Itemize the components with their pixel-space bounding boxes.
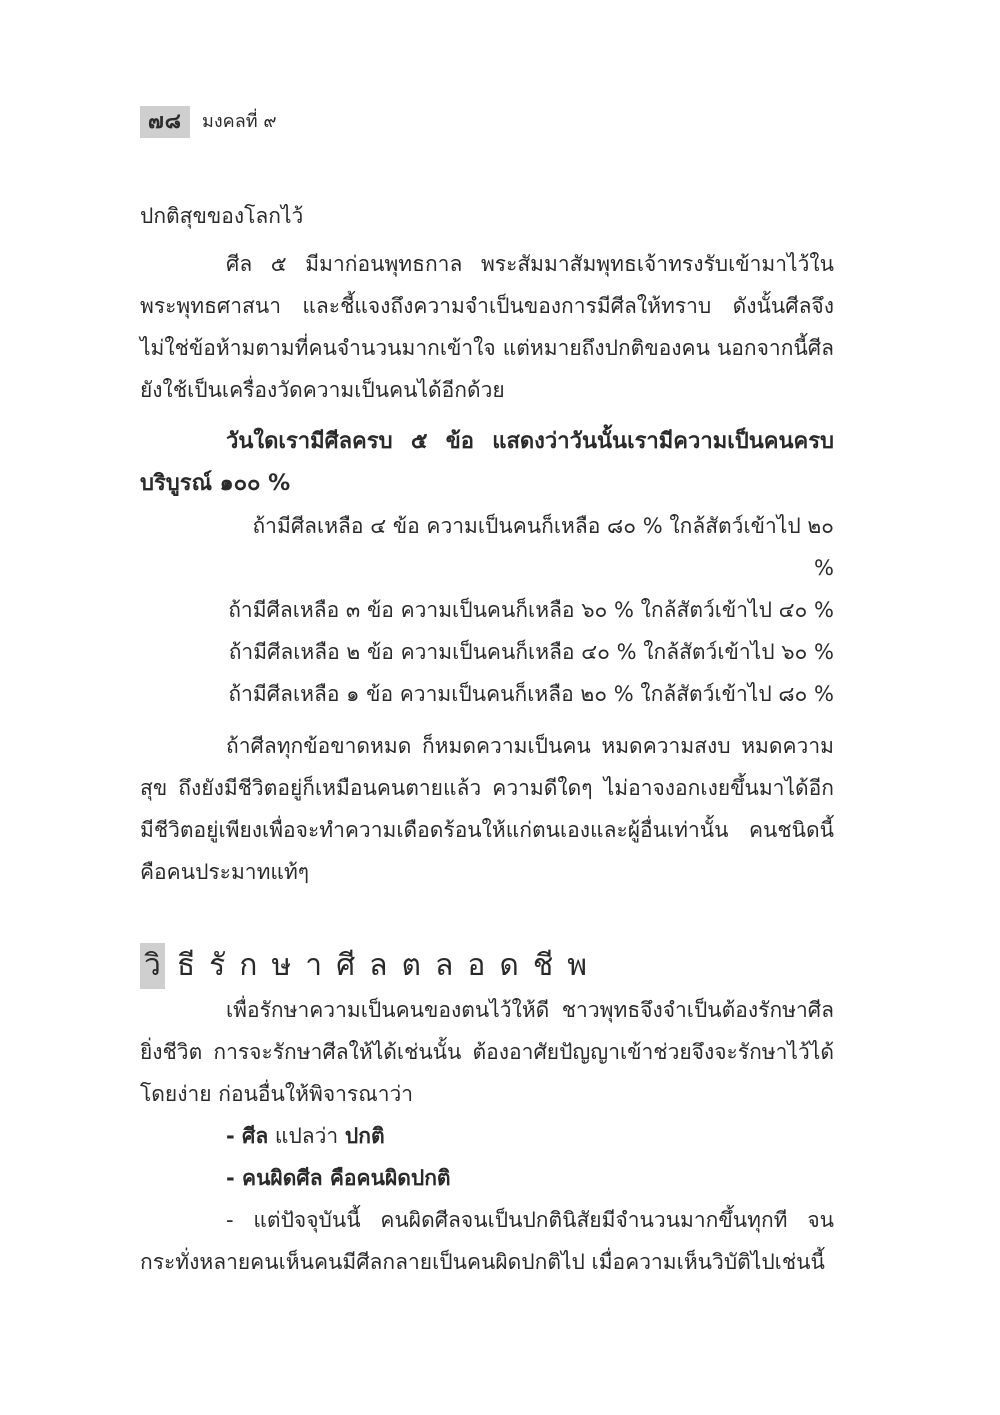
paragraph-five-precepts: ศีล ๕ มีมาก่อนพุทธกาล พระสัมมาสัมพุทธเจ้าทรงรับเข้ามาไว้ในพระพุทธศาสนา และชี้แจงถึงความจำเป็นของการมีศีลให้ทราบ ดังนั้นศีลจึงไม่ใช่ข้อห้ามตามที่คนจำนวนมากเข้าใจ แต่หมายถึงปกติของคน นอกจากนี้ศีลยังใช้เป็นเครื่องวัดความเป็นคนได้อีกด้วย: [140, 252, 834, 402]
percent-line: ถ้ามีศีลเหลือ ๔ ข้อ ความเป็นคนก็เหลือ ๘๐ % ใกล้สัตว์เข้าไป ๒๐ %: [252, 514, 834, 580]
section-heading-initial: วิ: [140, 943, 165, 989]
rule-precept-meaning: [140, 1115, 834, 1157]
page-body: [140, 195, 834, 1283]
paragraph-section-intro: เพื่อรักษาความเป็นคนของตนไว้ให้ดี ชาวพุทธจึงจำเป็นต้องรักษาศีลยิ่งชีวิต การจะรักษาศีลให้ได้เช่นนั้น ต้องอาศัยปัญญาเข้าช่วยจึงจะรักษาไว้ได้โดยง่าย ก่อนอื่นให้พิจารณาว่า: [140, 998, 834, 1106]
percent-line: ถ้ามีศีลเหลือ ๓ ข้อ ความเป็นคนก็เหลือ ๖๐ % ใกล้สัตว์เข้าไป ๔๐ %: [228, 598, 834, 622]
page-header: [140, 106, 277, 138]
page-number: ๗๘: [140, 106, 190, 138]
rule-connector: แปลว่า: [268, 1124, 345, 1148]
percent-line: ถ้ามีศีลเหลือ ๑ ข้อ ความเป็นคนก็เหลือ ๒๐ % ใกล้สัตว์เข้าไป ๘๐ %: [228, 682, 834, 706]
rule-definition: ปกติ: [344, 1124, 385, 1148]
paragraph-continuation: ปกติสุขของโลกไว้: [140, 204, 304, 228]
percent-line: ถ้ามีศีลเหลือ ๒ ข้อ ความเป็นคนก็เหลือ ๔๐ % ใกล้สัตว์เข้าไป ๖๐ %: [228, 640, 834, 664]
section-heading-text: ธีรักษาศีลตลอดชีพ: [176, 948, 601, 983]
rule-abnormal-person: - คนผิดศีล คือคนผิดปกติ: [226, 1166, 451, 1190]
section-heading: [140, 943, 834, 989]
paragraph-bold-statement: วันใดเรามีศีลครบ ๕ ข้อ แสดงว่าวันนั้นเรามีความเป็นคนครบบริบูรณ์ ๑๐๐ %: [140, 429, 834, 496]
paragraph-no-precepts: ถ้าศีลทุกข้อขาดหมด ก็หมดความเป็นคน หมดความสงบ หมดความสุข ถึงยังมีชีวิตอยู่ก็เหมือนคนตายแล้ว ความดีใดๆ ไม่อาจงอกเงยขึ้นมาได้อีก มีชีวิตอยู่เพียงเพื่อจะทำความเดือดร้อนให้แก่ตนเองและผู้อื่นเท่านั้น คนชนิดนี้คือคนประมาทแท้ๆ: [140, 734, 834, 884]
rule-term: - ศีล: [226, 1124, 269, 1148]
running-title: มงคลที่ ๙: [202, 111, 277, 132]
paragraph-present-day: - แต่ปัจจุบันนี้ คนผิดศีลจนเป็นปกตินิสัยมีจำนวนมากขึ้นทุกที จนกระทั่งหลายคนเห็นคนมีศีลกลายเป็นคนผิดปกติไป เมื่อความเห็นวิบัติไปเช่นนี้: [140, 1208, 834, 1274]
percent-list: [140, 505, 834, 715]
